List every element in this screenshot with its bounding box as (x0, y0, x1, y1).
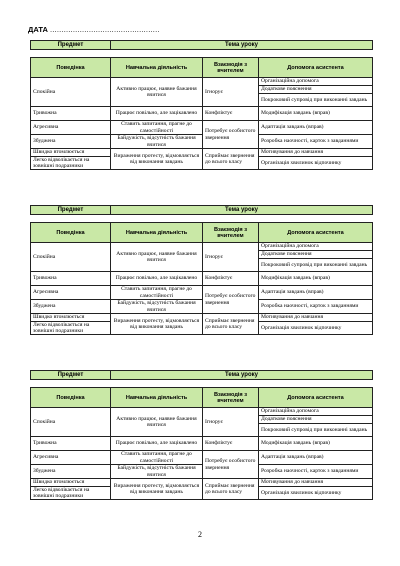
interaction-conflicts: Конфліктує (203, 272, 259, 286)
help-stepwise: Покроковий супровід при виконанні завдань (259, 94, 373, 107)
subject-topic-row (31, 371, 373, 380)
activity-slow: Працює повільно, але зацікавлено (111, 272, 203, 286)
activity-asks: Ставить запитання, прагне до самостійності (111, 121, 203, 135)
date-field[interactable]: ................................................ (50, 25, 160, 34)
activity-indifferent: Байдужість, відсутність бажання вчитися (111, 135, 203, 149)
column-header-row (31, 223, 373, 243)
subject-topic-row (31, 206, 373, 215)
activity-asks: Ставить запитання, прагне до самостійності (111, 286, 203, 300)
behavior-excited: Збуджена (31, 465, 111, 479)
help-visual-aids: Розробка наочності, карток з завданнями (259, 300, 373, 314)
behavior-tired: Швидко втомлюється (31, 149, 111, 157)
help-motivation: Мотивування до навчання (259, 149, 373, 157)
activity-calm: Активно працює, наявне бажання вчитися (111, 243, 203, 272)
activity-slow: Працює повільно, але зацікавлено (111, 437, 203, 451)
behavior-aggressive: Агресивна (31, 451, 111, 465)
table-row (31, 437, 373, 451)
interaction-ignores: Ігнорує (203, 78, 259, 107)
col-assistant-help: Допомога асистента (259, 223, 373, 243)
help-modification: Модифікація завдань (вправ) (259, 437, 373, 451)
help-explanation: Додаткове пояснення (259, 86, 373, 94)
table-row (31, 408, 373, 416)
behavior-calm: Спокійна (31, 408, 111, 437)
behavior-tired: Швидко втомлюється (31, 479, 111, 487)
subject-topic-entry[interactable] (31, 50, 373, 58)
date-line (28, 25, 160, 34)
help-rest-breaks: Організація хвилинок відпочинку (259, 487, 373, 500)
blank-row (31, 50, 373, 58)
help-explanation: Додаткове пояснення (259, 251, 373, 259)
activity-protest: Вираження протесту, відмовляється від виконання завдань (111, 314, 203, 335)
activity-slow: Працює повільно, але зацікавлено (111, 107, 203, 121)
help-adaptation: Адаптація завдань (вправ) (259, 286, 373, 300)
topic-label: Тема уроку (111, 206, 373, 215)
table-row (31, 78, 373, 86)
col-learning: Навчальна діяльність (111, 388, 203, 408)
lesson-block-1 (30, 40, 372, 170)
table-row (31, 272, 373, 286)
subject-topic-entry[interactable] (31, 380, 373, 388)
col-assistant-help: Допомога асистента (259, 58, 373, 78)
interaction-perceives-class: Сприймає звернення до всього класу (203, 314, 259, 335)
subject-topic-row (31, 41, 373, 50)
topic-label: Тема уроку (111, 41, 373, 50)
activity-protest: Вираження протесту, відмовляється від виконання завдань (111, 479, 203, 500)
column-header-row (31, 58, 373, 78)
behavior-aggressive: Агресивна (31, 121, 111, 135)
behavior-anxious: Тривожна (31, 272, 111, 286)
help-organizational: Організаційна допомога (259, 408, 373, 416)
help-motivation: Мотивування до навчання (259, 314, 373, 322)
blank-row (31, 380, 373, 388)
table-row (31, 243, 373, 251)
interaction-needs-attention: Потребує особистого звернення (203, 286, 259, 314)
help-rest-breaks: Організація хвилинок відпочинку (259, 322, 373, 335)
help-rest-breaks: Організація хвилинок відпочинку (259, 157, 373, 170)
activity-calm: Активно працює, наявне бажання вчитися (111, 408, 203, 437)
col-assistant-help: Допомога асистента (259, 388, 373, 408)
behavior-distracted: Легко відволікається на зовнішні подразники (31, 487, 111, 500)
help-motivation: Мотивування до навчання (259, 479, 373, 487)
activity-indifferent: Байдужість, відсутність бажання вчитися (111, 465, 203, 479)
activity-indifferent: Байдужість, відсутність бажання вчитися (111, 300, 203, 314)
behavior-excited: Збуджена (31, 135, 111, 149)
subject-topic-entry[interactable] (31, 215, 373, 223)
table-row (31, 149, 373, 157)
col-behavior: Поведінка (31, 58, 111, 78)
interaction-ignores: Ігнорує (203, 408, 259, 437)
table-row (31, 121, 373, 135)
table-row (31, 135, 373, 149)
interaction-conflicts: Конфліктує (203, 437, 259, 451)
help-visual-aids: Розробка наочності, карток з завданнями (259, 135, 373, 149)
lesson-block-2 (30, 205, 372, 335)
topic-label: Тема уроку (111, 371, 373, 380)
column-header-row (31, 388, 373, 408)
table-row (31, 300, 373, 314)
subject-label: Предмет (31, 41, 111, 50)
behavior-tired: Швидко втомлюється (31, 314, 111, 322)
help-organizational: Організаційна допомога (259, 78, 373, 86)
subject-label: Предмет (31, 371, 111, 380)
table-row (31, 286, 373, 300)
lesson-table (30, 40, 373, 170)
interaction-ignores: Ігнорує (203, 243, 259, 272)
behavior-distracted: Легко відволікається на зовнішні подразники (31, 322, 111, 335)
behavior-anxious: Тривожна (31, 437, 111, 451)
col-interaction: Взаємодія з вчителем (203, 58, 259, 78)
activity-calm: Активно працює, наявне бажання вчитися (111, 78, 203, 107)
table-row (31, 451, 373, 465)
table-row (31, 314, 373, 322)
behavior-aggressive: Агресивна (31, 286, 111, 300)
lesson-table (30, 370, 373, 500)
behavior-calm: Спокійна (31, 78, 111, 107)
help-explanation: Додаткове пояснення (259, 416, 373, 424)
behavior-anxious: Тривожна (31, 107, 111, 121)
behavior-calm: Спокійна (31, 243, 111, 272)
lesson-table (30, 205, 373, 335)
table-row (31, 479, 373, 487)
interaction-perceives-class: Сприймає звернення до всього класу (203, 149, 259, 170)
help-adaptation: Адаптація завдань (вправ) (259, 451, 373, 465)
help-modification: Модифікація завдань (вправ) (259, 272, 373, 286)
col-behavior: Поведінка (31, 388, 111, 408)
page-number: 2 (198, 530, 202, 539)
subject-label: Предмет (31, 206, 111, 215)
activity-asks: Ставить запитання, прагне до самостійності (111, 451, 203, 465)
interaction-perceives-class: Сприймає звернення до всього класу (203, 479, 259, 500)
col-learning: Навчальна діяльність (111, 58, 203, 78)
help-stepwise: Покроковий супровід при виконанні завдань (259, 424, 373, 437)
interaction-needs-attention: Потребує особистого звернення (203, 451, 259, 479)
col-learning: Навчальна діяльність (111, 223, 203, 243)
blank-row (31, 215, 373, 223)
activity-protest: Вираження протесту, відмовляється від виконання завдань (111, 149, 203, 170)
col-behavior: Поведінка (31, 223, 111, 243)
col-interaction: Взаємодія з вчителем (203, 223, 259, 243)
table-row (31, 107, 373, 121)
interaction-needs-attention: Потребує особистого звернення (203, 121, 259, 149)
help-modification: Модифікація завдань (вправ) (259, 107, 373, 121)
behavior-distracted: Легко відволікається на зовнішні подразники (31, 157, 111, 170)
help-organizational: Організаційна допомога (259, 243, 373, 251)
lesson-block-3 (30, 370, 372, 500)
interaction-conflicts: Конфліктує (203, 107, 259, 121)
behavior-excited: Збуджена (31, 300, 111, 314)
help-visual-aids: Розробка наочності, карток з завданнями (259, 465, 373, 479)
help-stepwise: Покроковий супровід при виконанні завдань (259, 259, 373, 272)
date-label: ДАТА (28, 25, 48, 34)
col-interaction: Взаємодія з вчителем (203, 388, 259, 408)
table-row (31, 465, 373, 479)
help-adaptation: Адаптація завдань (вправ) (259, 121, 373, 135)
